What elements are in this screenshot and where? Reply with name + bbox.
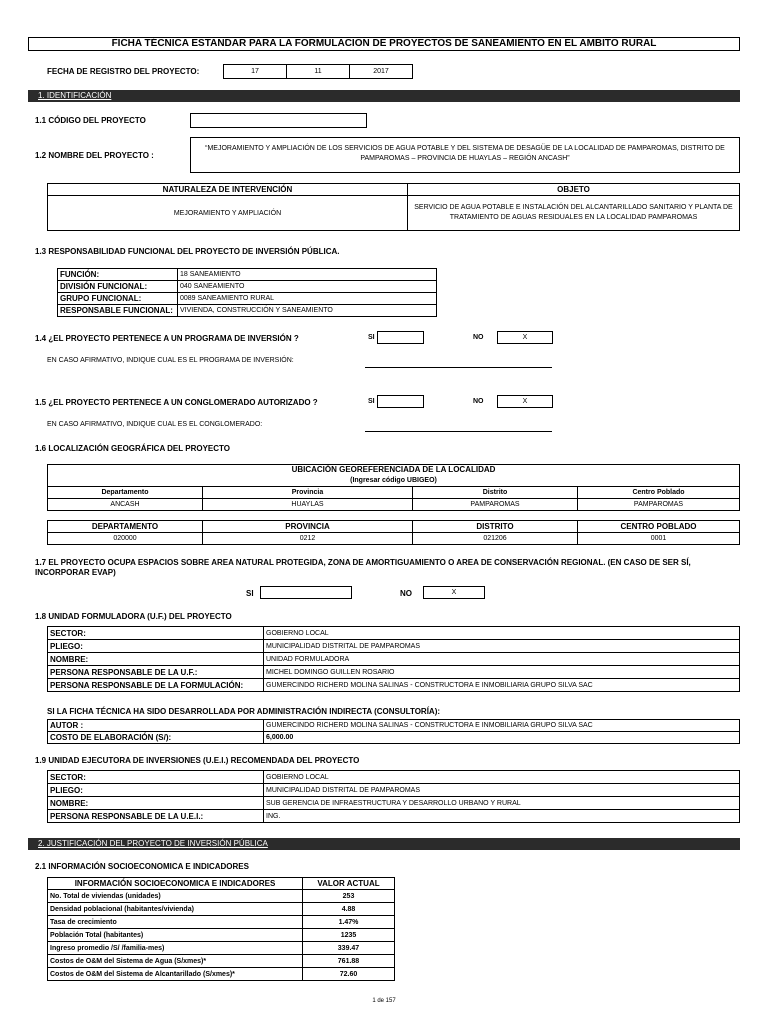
- uei-pliego-value: MUNICIPALIDAD DISTRITAL DE PAMPAROMAS: [264, 784, 740, 797]
- uf-nombre-label: NOMBRE:: [48, 653, 264, 666]
- programa-no-label: NO: [473, 334, 484, 341]
- uf-sector-label: SECTOR:: [48, 627, 264, 640]
- ubigeo-h-dist: Distrito: [413, 487, 578, 499]
- uei-pliego-label: PLIEGO:: [48, 784, 264, 797]
- code-v-prov: 0212: [203, 533, 413, 545]
- socio-row-label: No. Total de viviendas (unidades): [48, 890, 303, 903]
- funcion-label: FUNCIÓN:: [58, 269, 178, 281]
- localizacion-label: 1.6 LOCALIZACIÓN GEOGRÁFICA DEL PROYECTO: [35, 444, 230, 453]
- costo-label: COSTO DE ELABORACIÓN (S/):: [48, 732, 264, 744]
- uei-table: [47, 770, 740, 823]
- conglomerado-no-label: NO: [473, 398, 484, 405]
- uf-formulacion-value: GUMERCINDO RICHERD MOLINA SALINAS - CONSTRUCTORA E INMOBILIARIA GRUPO SILVA SAC: [264, 679, 740, 692]
- socio-row-value: 1235: [303, 929, 395, 942]
- consultoria-table: [47, 719, 740, 744]
- objeto-value: SERVICIO DE AGUA POTABLE E INSTALACIÓN DEL ALCANTARILLADO SANITARIO Y PLANTA DE TRATAMIENTO DE AGUAS RESIDUALES EN LA LOCALIDAD PAMPAROMAS: [408, 196, 740, 231]
- code-h-dist: DISTRITO: [413, 521, 578, 533]
- uf-label: 1.8 UNIDAD FORMULADORA (U.F.) DEL PROYECTO: [35, 612, 232, 621]
- uf-responsable-value: MICHEL DOMINGO GUILLEN ROSARIO: [264, 666, 740, 679]
- area-si-box: [260, 586, 352, 599]
- ubigeo-v-prov: HUAYLAS: [203, 499, 413, 511]
- socio-row-value: 339.47: [303, 942, 395, 955]
- conglomerado-no-box: X: [497, 395, 553, 408]
- socio-row-label: Población Total (habitantes): [48, 929, 303, 942]
- fecha-anio: 2017: [349, 64, 413, 79]
- ubigeo-h-dep: Departamento: [48, 487, 203, 499]
- socio-row-value: 761.88: [303, 955, 395, 968]
- responsable-label: RESPONSABLE FUNCIONAL:: [58, 305, 178, 317]
- objeto-header: OBJETO: [408, 184, 740, 196]
- socio-header: INFORMACIÓN SOCIOECONOMICA E INDICADORES: [48, 878, 303, 890]
- socio-row-value: 1.47%: [303, 916, 395, 929]
- ubigeo-v-dep: ANCASH: [48, 499, 203, 511]
- naturaleza-table: [47, 183, 740, 231]
- socio-row-label: Densidad poblacional (habitantes/vivienda): [48, 903, 303, 916]
- uf-pliego-value: MUNICIPALIDAD DISTRITAL DE PAMPAROMAS: [264, 640, 740, 653]
- division-label: DIVISIÓN FUNCIONAL:: [58, 281, 178, 293]
- area-no-box: X: [423, 586, 485, 599]
- costo-value: 6,000.00: [264, 732, 740, 744]
- fecha-label: FECHA DE REGISTRO DEL PROYECTO:: [47, 67, 200, 76]
- conglomerado-si-box: [377, 395, 424, 408]
- nombre-label: 1.2 NOMBRE DEL PROYECTO :: [35, 151, 154, 160]
- uf-responsable-label: PERSONA RESPONSABLE DE LA U.F.:: [48, 666, 264, 679]
- conglomerado-line: [365, 431, 552, 432]
- uf-sector-value: GOBIERNO LOCAL: [264, 627, 740, 640]
- socio-row-label: Costos de O&M del Sistema de Alcantarillado (S/xmes)*: [48, 968, 303, 981]
- grupo-value: 0089 SANEAMIENTO RURAL: [178, 293, 437, 305]
- socioeconomica-table: [47, 877, 395, 981]
- codigo-label: 1.1 CÓDIGO DEL PROYECTO: [35, 116, 146, 125]
- area-protegida-label: 1.7 EL PROYECTO OCUPA ESPACIOS SOBRE AREA NATURAL PROTEGIDA, ZONA DE AMORTIGUAMIENTO O AREA DE CONSERVACIÓN REGIONAL. (EN CASO DE SER SÍ, INCORPORAR EVAP): [35, 558, 691, 577]
- socio-row-value: 253: [303, 890, 395, 903]
- socio-row-value: 72.60: [303, 968, 395, 981]
- division-value: 040 SANEAMIENTO: [178, 281, 437, 293]
- code-h-dep: DEPARTAMENTO: [48, 521, 203, 533]
- page-title: FICHA TÉCNICA ESTANDAR PARA LA FORMULACION DE PROYECTOS DE SANEAMIENTO EN EL AMBITO RURAL: [28, 37, 740, 51]
- grupo-label: GRUPO FUNCIONAL:: [58, 293, 178, 305]
- uf-pliego-label: PLIEGO:: [48, 640, 264, 653]
- area-no-label: NO: [400, 589, 412, 598]
- programa-label: 1.4 ¿EL PROYECTO PERTENECE A UN PROGRAMA DE INVERSIÓN ?: [35, 334, 299, 343]
- programa-si-label: SI: [368, 334, 375, 341]
- code-v-dist: 021206: [413, 533, 578, 545]
- ubigeo-header: UBICACIÓN GEOREFERENCIADA DE LA LOCALIDAD (Ingresar código UBIGEO): [48, 465, 740, 487]
- fecha-mes: 11: [286, 64, 350, 79]
- valor-header: VALOR ACTUAL: [303, 878, 395, 890]
- responsable-value: VIVIENDA, CONSTRUCCIÓN Y SANEAMIENTO: [178, 305, 437, 317]
- responsabilidad-table: [57, 268, 437, 317]
- ubigeo-v-dist: PAMPAROMAS: [413, 499, 578, 511]
- autor-value: GUMERCINDO RICHERD MOLINA SALINAS - CONSTRUCTORA E INMOBILIARIA GRUPO SILVA SAC: [264, 720, 740, 732]
- codigo-field: [190, 113, 367, 128]
- ubigeo-code-table: [47, 520, 740, 545]
- socio-row-value: 4.88: [303, 903, 395, 916]
- uei-nombre-label: NOMBRE:: [48, 797, 264, 810]
- programa-sub: EN CASO AFIRMATIVO, INDIQUE CUAL ES EL PROGRAMA DE INVERSIÓN:: [47, 357, 294, 364]
- code-h-cp: CENTRO POBLADO: [578, 521, 740, 533]
- responsabilidad-label: 1.3 RESPONSABILIDAD FUNCIONAL DEL PROYECTO DE INVERSIÓN PÚBLICA.: [35, 247, 340, 256]
- code-h-prov: PROVINCIA: [203, 521, 413, 533]
- funcion-value: 18 SANEAMIENTO: [178, 269, 437, 281]
- uf-formulacion-label: PERSONA RESPONSABLE DE LA FORMULACIÓN:: [48, 679, 264, 692]
- section-identificacion: 1. IDENTIFICACIÓN: [28, 90, 740, 102]
- fecha-dia: 17: [223, 64, 287, 79]
- uf-table: [47, 626, 740, 692]
- uei-label: 1.9 UNIDAD EJECUTORA DE INVERSIONES (U.E.I.) RECOMENDADA DEL PROYECTO: [35, 756, 360, 765]
- code-v-dep: 020000: [48, 533, 203, 545]
- section-justificacion: 2. JUSTIFICACIÓN DEL PROYECTO DE INVERSIÓN PÚBLICA: [28, 838, 740, 850]
- socio-row-label: Costos de O&M del Sistema de Agua (S/xmes)*: [48, 955, 303, 968]
- socio-row-label: Tasa de crecimiento: [48, 916, 303, 929]
- uei-nombre-value: SUB GERENCIA DE INFRAESTRUCTURA Y DESARROLLO URBANO Y RURAL: [264, 797, 740, 810]
- uei-sector-label: SECTOR:: [48, 771, 264, 784]
- autor-label: AUTOR :: [48, 720, 264, 732]
- conglomerado-sub: EN CASO AFIRMATIVO, INDIQUE CUAL ES EL CONGLOMERADO:: [47, 421, 263, 428]
- uei-responsable-label: PERSONA RESPONSABLE DE LA U.E.I.:: [48, 810, 264, 823]
- programa-line: [365, 367, 552, 368]
- ubigeo-h-cp: Centro Poblado: [578, 487, 740, 499]
- code-v-cp: 0001: [578, 533, 740, 545]
- ubigeo-v-cp: PAMPAROMAS: [578, 499, 740, 511]
- socio-row-label: Ingreso promedio /S/ /familia-mes): [48, 942, 303, 955]
- conglomerado-label: 1.5 ¿EL PROYECTO PERTENECE A UN CONGLOMERADO AUTORIZADO ?: [35, 398, 318, 407]
- ubigeo-h-prov: Provincia: [203, 487, 413, 499]
- page-number: 1 de 157: [372, 998, 396, 1004]
- uei-sector-value: GOBIERNO LOCAL: [264, 771, 740, 784]
- programa-si-box: [377, 331, 424, 344]
- conglomerado-si-label: SI: [368, 398, 375, 405]
- uf-nombre-value: UNIDAD FORMULADORA: [264, 653, 740, 666]
- programa-no-box: X: [497, 331, 553, 344]
- socioeconomica-label: 2.1 INFORMACIÓN SOCIOECONOMICA E INDICADORES: [35, 862, 249, 871]
- naturaleza-header: NATURALEZA DE INTERVENCIÓN: [48, 184, 408, 196]
- area-si-label: SI: [246, 589, 254, 598]
- ubigeo-table: [47, 464, 740, 511]
- naturaleza-value: MEJORAMIENTO Y AMPLIACIÓN: [48, 196, 408, 231]
- nombre-field: “MEJORAMIENTO Y AMPLIACIÓN DE LOS SERVICIOS DE AGUA POTABLE Y DEL SISTEMA DE DESAGÜE DE LA LOCALIDAD DE PAMPAROMAS, DISTRITO DE PAMPAROMAS – PROVINCIA DE HUAYLAS – REGIÓN ANCASH”: [190, 137, 740, 173]
- consultoria-label: SI LA FICHA TÉCNICA HA SIDO DESARROLLADA POR ADMINISTRACIÓN INDIRECTA (CONSULTORÍA):: [47, 707, 441, 716]
- uei-responsable-value: ING.: [264, 810, 740, 823]
